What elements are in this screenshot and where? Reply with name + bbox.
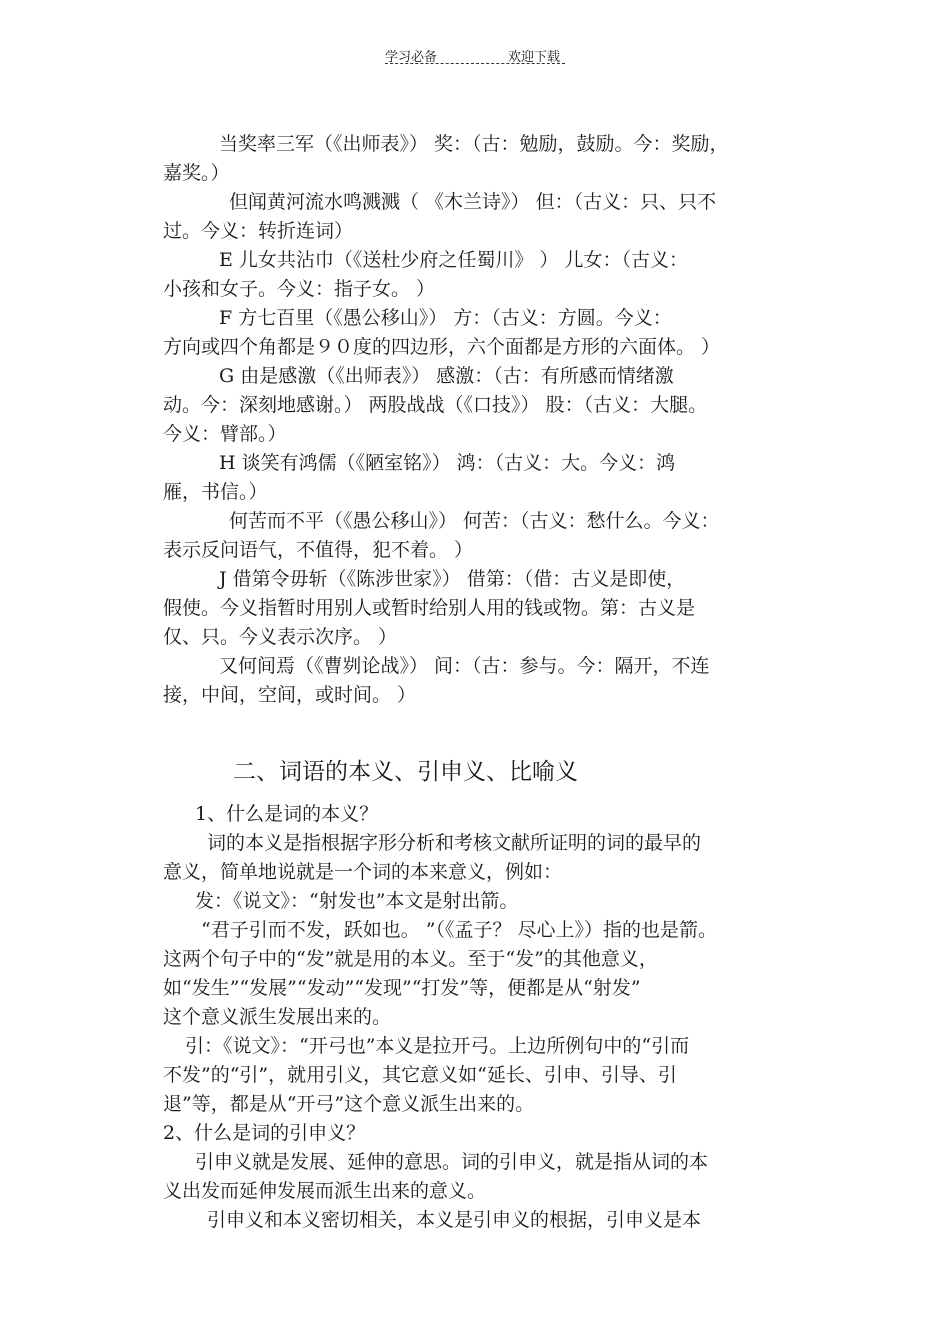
section-title: 二、词语的本义、引申义、比喻义 <box>233 759 578 785</box>
text-line: 过。今义：转折连词） <box>163 220 354 242</box>
text-line: 1、什么是词的本义？ <box>195 803 379 825</box>
text-line: 这个意义派生发展出来的。 <box>163 1006 392 1028</box>
text-line: G 由是感激（《出师表》） 感激：（古：有所感而情绪激 <box>219 365 674 387</box>
text-line: 又何间焉（《曹刿论战》） 间：（古：参与。今：隔开，不连 <box>219 655 710 677</box>
text-line: 意义，简单地说就是一个词的本来意义，例如： <box>163 861 563 883</box>
text-line: 表示反问语气，不值得，犯不着。 ） <box>163 539 474 561</box>
text-line: 2、什么是词的引申义？ <box>163 1122 366 1144</box>
text-line: “君子引而不发，跃如也。 ”（《孟子？ 尽心上》）指的也是箭。 <box>201 919 718 941</box>
text-line: 嘉奖。） <box>163 162 230 184</box>
text-line: 接，中间，空间，或时间。 ） <box>163 684 417 706</box>
text-line: 退”等，都是从“开弓”这个意义派生出来的。 <box>163 1093 535 1115</box>
text-line: 假使。今义指暂时用别人或暂时给别人用的钱或物。第：古义是 <box>163 597 696 619</box>
header-dashed-rule <box>385 63 565 64</box>
text-line: J 借第令毋斩（《陈涉世家》） 借第：（借：古义是即使， <box>219 568 686 590</box>
text-line: 发：《说文》：“射发也”本文是射出箭。 <box>195 890 519 912</box>
text-line: E 儿女共沾巾（《送杜少府之任蜀川》 ） 儿女：（古义： <box>219 249 688 271</box>
section-content <box>163 800 783 1235</box>
text-line: 动。今：深刻地感谢。） 两股战战（《口技》） 股：（古义：大腿。 <box>163 394 708 416</box>
text-line: 何苦而不平（《愚公移山》） 何苦：（古义：愁什么。今义： <box>229 510 720 532</box>
text-line: F 方七百里（《愚公移山》） 方：（古义：方圆。今义： <box>219 307 672 329</box>
text-line: 小孩和女子。今义：指子女。 ） <box>163 278 436 300</box>
header-right-text: 欢迎下载 <box>508 50 561 65</box>
text-line: 引申义和本义密切相关，本义是引申义的根据，引申义是本 <box>207 1209 702 1231</box>
text-line: 义出发而延伸发展而派生出来的意义。 <box>163 1180 487 1202</box>
text-line: 当奖率三军（《出师表》） 奖：（古：勉励，鼓励。今：奖励， <box>219 133 729 155</box>
text-line: 如“发生”“发展”“发动”“发现”“打发”等，便都是从“射发” <box>163 977 641 999</box>
text-line: 仅、只。今义表示次序。 ） <box>163 626 398 648</box>
document-body <box>163 130 783 1235</box>
text-line: 今义：臂部。） <box>163 423 287 445</box>
text-line: 词的本义是指根据字形分析和考核文献所证明的词的最早的 <box>207 832 702 854</box>
text-line: 但闻黄河流水鸣溅溅（ 《木兰诗》） 但：（古义：只、只不 <box>229 191 717 213</box>
header-left-text: 学习必备 <box>385 50 438 65</box>
text-line: H 谈笑有鸿儒（《陋室铭》） 鸿：（古义：大。今义：鸿 <box>219 452 676 474</box>
example-list <box>163 130 783 710</box>
spacer <box>163 710 783 750</box>
text-line: 引：《说文》：“开弓也”本义是拉开弓。上边所例句中的“引而 <box>185 1035 690 1057</box>
page-header <box>385 44 565 66</box>
text-line: 雁，书信。） <box>163 481 268 503</box>
text-line: 这两个句子中的“发”就是用的本义。至于“发”的其他意义， <box>163 948 658 970</box>
text-line: 引申义就是发展、延伸的意思。词的引申义，就是指从词的本 <box>195 1151 709 1173</box>
text-line: 不发”的“引”，就用引义，其它意义如“延长、引申、引导、引 <box>163 1064 677 1086</box>
text-line: 方向或四个角都是９０度的四边形，六个面都是方形的六面体。 ） <box>163 336 721 358</box>
